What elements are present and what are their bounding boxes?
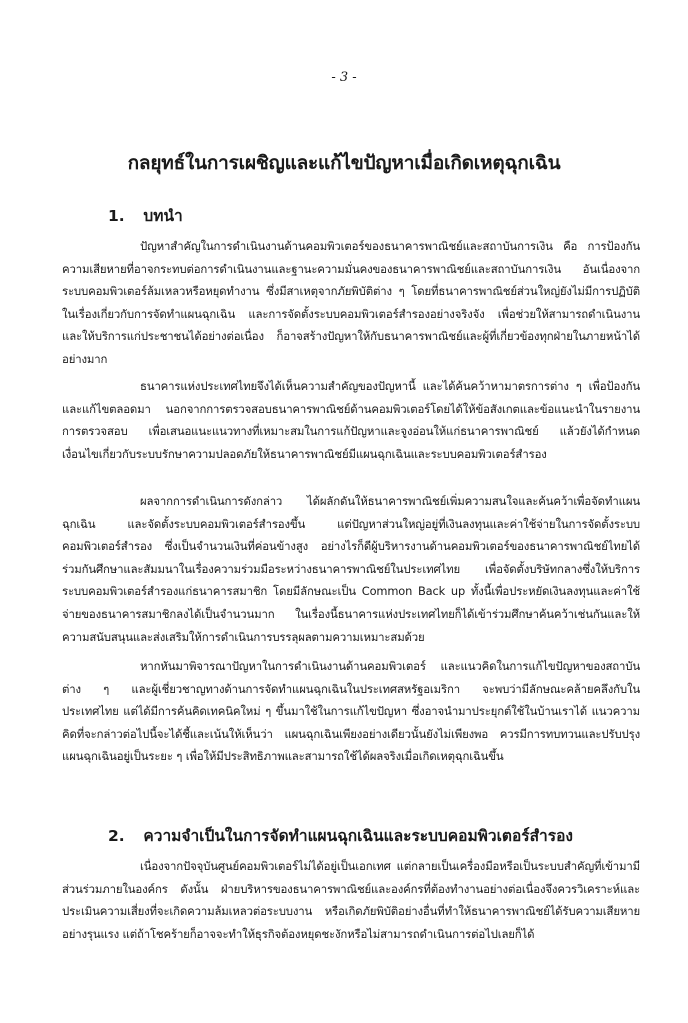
- section-1-paragraph-4: หากหันมาพิจารณาปัญหาในการดำเนินงานด้านคอมพิวเตอร์ และแนวคิดในการแก้ไขปัญหาของสถาบันต่าง ๆ และผู้เชี่ยวชาญทางด้านการจัดทำแผนฉุกเฉินในประเทศสหรัฐอเมริกา จะพบว่ามีลักษณะคล้ายคลึงกับในประเทศไทย แต่ได้มีการค้นคิดเทคนิคใหม่ ๆ ขึ้นมาใช้ในการแก้ไขปัญหา ซึ่งอาจนำมาประยุกต์ใช้ในบ้านเราได้ แนวความคิดที่จะกล่าวต่อไปนี้จะได้ชี้และเน้นให้เห็นว่า แผนฉุกเฉินเพียงอย่างเดียวนั้นยังไม่เพียงพอ ควรมีการทบทวนและปรับปรุงแผนฉุกเฉินอยู่เป็นระยะ ๆ เพื่อให้มีประสิทธิภาพและสามารถใช้ได้ผลจริงเมื่อเกิดเหตุฉุกเฉินขึ้น: [62, 659, 640, 764]
- section-1-paragraph-1: ปัญหาสำคัญในการดำเนินงานด้านคอมพิวเตอร์ของธนาคารพาณิชย์และสถาบันการเงิน คือ การป้องกันความเสียหายที่อาจกระทบต่อการดำเนินงานและฐานะความมั่นคงของธนาคารพาณิชย์และสถาบันการเงิน อันเนื่องจากระบบคอมพิวเตอร์ล้มเหลวหรือหยุดทำงาน ซึ่งมีสาเหตุจากภัยพิบัติต่าง ๆ โดยที่ธนาคารพาณิชย์ส่วนใหญ่ยังไม่มีการปฏิบัติในเรื่องเกี่ยวกับการจัดทำแผนฉุกเฉิน และการจัดตั้งระบบคอมพิวเตอร์สำรองอย่างจริงจัง เพื่อช่วยให้สามารถดำเนินงานและให้บริการแก่ประชาชนได้อย่างต่อเนื่อง ก็อาจสร้างปัญหาให้กับธนาคารพาณิชย์และผู้ที่เกี่ยวข้องทุกฝ่ายในภายหน้าได้อย่างมาก: [62, 239, 640, 366]
- section-2-heading: [108, 823, 573, 848]
- section-2-number: 2.: [108, 827, 125, 845]
- document-title: กลยุทธ์ในการเผชิญและแก้ไขปัญหาเมื่อเกิดเหตุฉุกเฉิน: [127, 152, 561, 174]
- section-1-number: 1.: [108, 207, 125, 225]
- section-1-heading: [108, 203, 183, 228]
- page-number: - 3 -: [331, 70, 357, 85]
- section-1-paragraph-3: ผลจากการดำเนินการดังกล่าว ได้ผลักดันให้ธนาคารพาณิชย์เพิ่มความสนใจและค้นคว้าเพื่อจัดทำแผนฉุกเฉิน และจัดตั้งระบบคอมพิวเตอร์สำรองขึ้น แต่ปัญหาส่วนใหญ่อยู่ที่เงินลงทุนและค่าใช้จ่ายในการจัดตั้งระบบคอมพิวเตอร์สำรอง ซึ่งเป็นจำนวนเงินที่ค่อนข้างสูง อย่างไรก็ดีผู้บริหารงานด้านคอมพิวเตอร์ของธนาคารพาณิชย์ไทยได้ร่วมกันศึกษาและสัมมนาในเรื่องความร่วมมือระหว่างธนาคารพาณิชย์ในประเทศไทย เพื่อจัดตั้งบริษัทกลางซึ่งให้บริการระบบคอมพิวเตอร์สำรองแก่ธนาคารสมาชิก โดยมีลักษณะเป็น Common Back up ทั้งนี้เพื่อประหยัดเงินลงทุนและค่าใช้จ่ายของธนาคารสมาชิกลงได้เป็นจำนวนมาก ในเรื่องนี้ธนาคารแห่งประเทศไทยก็ได้เข้าร่วมศึกษาค้นคว้าเช่นกันและให้ความสนับสนุนและส่งเสริมให้การดำเนินการบรรลุผลตามความเหมาะสมด้วย: [62, 494, 640, 644]
- section-2-paragraph-1: เนื่องจากปัจจุบันศูนย์คอมพิวเตอร์ไม่ได้อยู่เป็นเอกเทศ แต่กลายเป็นเครื่องมือหรือเป็นระบบสำคัญที่เข้ามามีส่วนร่วมภายในองค์กร ดังนั้น ฝ่ายบริหารของธนาคารพาณิชย์และองค์กรที่ต้องทำงานอย่างต่อเนื่องจึงควรวิเคราะห์และประเมินความเสี่ยงที่จะเกิดความล้มเหลวต่อระบบงาน หรือเกิดภัยพิบัติอย่างอื่นที่ทำให้ธนาคารพาณิชย์ได้รับความเสียหายอย่างรุนแรง แต่ถ้าโชคร้ายก็อาจจะทำให้ธุรกิจต้องหยุดชะงักหรือไม่สามารถดำเนินการต่อไปเลยก็ได้: [62, 859, 640, 941]
- section-1-paragraph-2: ธนาคารแห่งประเทศไทยจึงได้เห็นความสำคัญของปัญหานี้ และได้ค้นคว้าหามาตรการต่าง ๆ เพื่อป้องกันและแก้ไขตลอดมา นอกจากการตรวจสอบธนาคารพาณิชย์ด้านคอมพิวเตอร์โดยได้ให้ข้อสังเกตและข้อแนะนำในรายงานการตรวจสอบ เพื่อเสนอแนะแนวทางที่เหมาะสมในการแก้ปัญหาและจูงอ่อนให้แก่ธนาคารพาณิชย์ แล้วยังได้กำหนดเงื่อนไขเกี่ยวกับระบบรักษาความปลอดภัยให้ธนาคารพาณิชย์มีแผนฉุกเฉินและระบบคอมพิวเตอร์สำรอง: [62, 379, 640, 461]
- section-1-title: บทนำ: [143, 207, 183, 225]
- section-2-title: ความจำเป็นในการจัดทำแผนฉุกเฉินและระบบคอมพิวเตอร์สำรอง: [143, 827, 573, 845]
